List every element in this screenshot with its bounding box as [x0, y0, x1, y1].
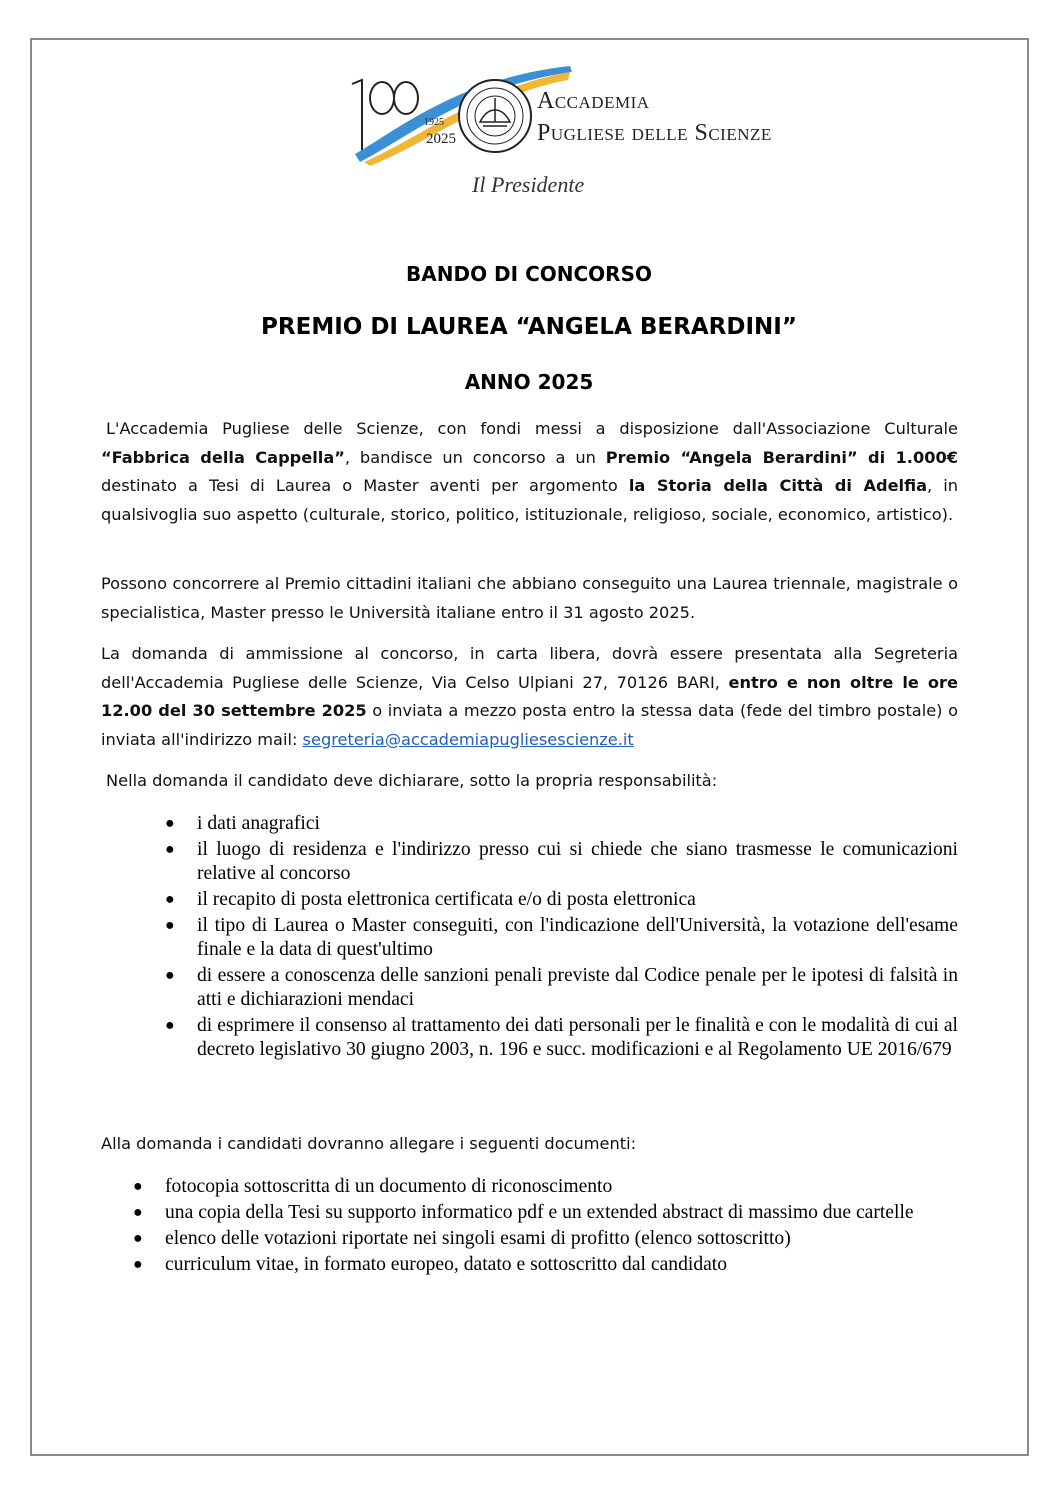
list-item [133, 1175, 958, 1199]
bullet-icon: ● [133, 1204, 143, 1221]
list-item [133, 1201, 958, 1225]
intro-text-a: L'Accademia Pugliese delle Scienze, con fondi messi a disposizione dall'Associazione Culturale [106, 419, 958, 438]
paragraph-eligibility: Possono concorrere al Premio cittadini italiani che abbiano conseguito una Laurea triennale, magistrale o specialistica, Master presso le Università italiane entro il 31 agosto 2025. [101, 574, 958, 622]
paragraph-intro [101, 415, 958, 529]
title-premio: PREMIO DI LAUREA “ANGELA BERARDINI” [261, 314, 797, 340]
bullet-icon: ● [165, 841, 175, 858]
paragraph-declarations-intro: Nella domanda il candidato deve dichiarare, sotto la propria responsabilità: [106, 771, 718, 790]
list-item [133, 1227, 958, 1251]
intro-text-g: , in qualsivoglia suo aspetto (culturale, storico, politico, istituzionale, religioso, sociale, economico, artistico). [101, 476, 958, 524]
paragraph-documents-intro: Alla domanda i candidati dovranno allegare i seguenti documenti: [101, 1134, 637, 1153]
president-subtitle: Il Presidente [472, 172, 585, 197]
logo-year-start: 1925 [424, 117, 444, 128]
list-item [133, 1253, 958, 1277]
document-text: curriculum vitae, in formato europeo, datato e sottoscritto dal candidato [165, 1254, 728, 1275]
list-item [165, 914, 958, 962]
bullet-icon: ● [165, 815, 175, 832]
logo-year-end: 2025 [426, 131, 456, 147]
document-text: elenco delle votazioni riportate nei singoli esami di profitto (elenco sottoscritto) [165, 1228, 791, 1249]
list-item [165, 1014, 958, 1062]
intro-topic: la Storia della Città di Adelfia [628, 476, 928, 495]
intro-association-name: “Fabbrica della Cappella” [101, 447, 345, 467]
submission-deadline: entro e non oltre le ore 12.00 del 30 settembre 2025 [101, 672, 958, 720]
intro-text-e: destinato a Tesi di Laurea o Master aventi per argomento [101, 476, 629, 495]
bullet-icon: ● [165, 891, 175, 908]
bullet-icon: ● [133, 1230, 143, 1247]
declaration-text: il tipo di Laurea o Master conseguiti, con l'indicazione dell'Università, la votazione dell'esame finale e la data di quest'ultimo [197, 915, 958, 960]
list-item [165, 964, 958, 1012]
paragraph-submission [101, 640, 958, 754]
title-bando: BANDO DI CONCORSO [406, 262, 652, 286]
declaration-text: il recapito di posta elettronica certificata e/o di posta elettronica [197, 889, 696, 910]
declaration-text: di essere a conoscenza delle sanzioni penali previste dal Codice penale per le ipotesi di falsità in atti e dichiarazioni mendaci [197, 965, 958, 1010]
bullet-icon: ● [165, 967, 175, 984]
bullet-icon: ● [165, 917, 175, 934]
declaration-text: il luogo di residenza e l'indirizzo presso cui si chiede che siano trasmesse le comunicazioni relative al concorso [197, 839, 958, 884]
title-anno: ANNO 2025 [464, 370, 594, 394]
submission-text-a: La domanda di ammissione al concorso, in carta libera, dovrà essere presentata alla Segreteria dell'Accademia Pugliese delle Scienze, Via Celso Ulpiani 27, 70126 BARI, [101, 644, 958, 692]
list-item [165, 838, 958, 886]
bullet-icon: ● [133, 1178, 143, 1195]
bullet-icon: ● [165, 1017, 175, 1034]
intro-prize-amount: Premio “Angela Berardini” di 1.000€ [605, 447, 959, 467]
declarations-list [165, 812, 958, 1064]
document-text: fotocopia sottoscritta di un documento di riconoscimento [165, 1176, 613, 1197]
intro-text-c: , bandisce un concorso a un [344, 447, 606, 467]
document-text: una copia della Tesi su supporto informatico pdf e un extended abstract di massimo due cartelle [165, 1202, 914, 1223]
declaration-text: i dati anagrafici [197, 813, 320, 834]
list-item [165, 812, 958, 836]
secretariat-email-link[interactable]: segreteria@accademiapugliesescienze.it [302, 729, 634, 749]
submission-text-c: o inviata a mezzo posta entro la stessa data (fede del timbro postale) o inviata all'indirizzo mail: [101, 701, 958, 749]
documents-list [133, 1175, 958, 1279]
org-name-line1: Accademia [537, 88, 650, 114]
list-item [165, 888, 958, 912]
org-name-line2: Pugliese delle Scienze [537, 120, 772, 146]
declaration-text: di esprimere il consenso al trattamento dei dati personali per le finalità e con le modalità di cui al decreto legislativo 30 giugno 2003, n. 196 e succ. modificazioni e al Regolamento UE 2016/679 [197, 1015, 958, 1060]
bullet-icon: ● [133, 1256, 143, 1273]
